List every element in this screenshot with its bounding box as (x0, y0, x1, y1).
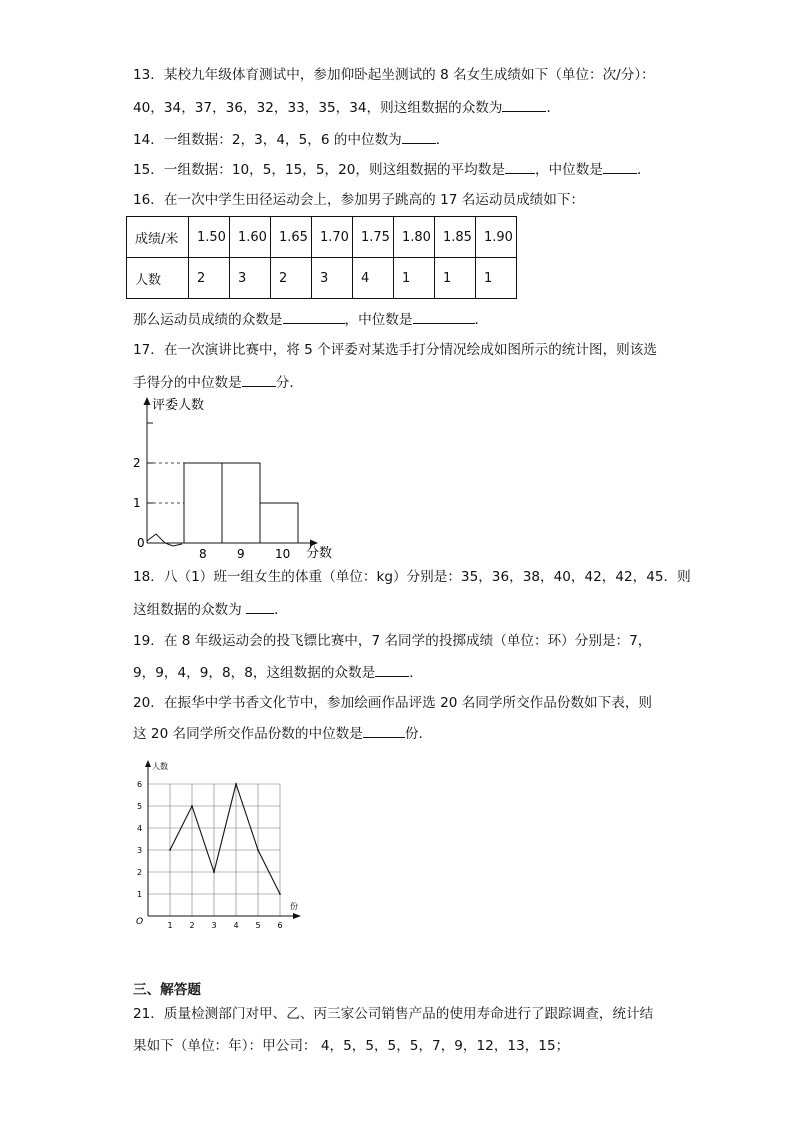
q18-text: 这组数据的众数为 (133, 602, 242, 618)
q17-line2 (133, 372, 303, 393)
x-tick-label: 1 (167, 921, 173, 930)
q16-after (133, 309, 488, 330)
table-cell: 1 (435, 258, 476, 299)
table-cell: 1.90 (476, 217, 517, 258)
table-cell: 1.65 (271, 217, 312, 258)
q19-end: ． (409, 665, 423, 681)
table-cell: 1.75 (353, 217, 394, 258)
table-cell: 1.80 (394, 217, 435, 258)
table-cell: 2 (189, 258, 230, 299)
q14-answer-blank[interactable] (402, 129, 436, 144)
x-tick-label: 5 (255, 921, 261, 930)
q18-line1: 18．八（1）班一组女生的体重（单位：kg）分别是：35，36，38，40，42，42，45．则 (133, 569, 691, 585)
q21-line2: 果如下（单位：年）：甲公司： 4，5，5，5，5，7，9，12，13，15； (133, 1038, 570, 1054)
y-tick-label: 6 (137, 780, 143, 789)
q20-line-chart (130, 755, 310, 935)
q16-text: 那么运动员成绩的众数是 (133, 312, 283, 328)
q16-intro: 16．在一次中学生田径运动会上，参加男子跳高的 17 名运动员成绩如下： (133, 192, 585, 208)
q14-end: ． (435, 132, 450, 148)
q20-answer-blank[interactable] (363, 723, 405, 738)
x-tick-label: 10 (275, 547, 291, 561)
q20-line1: 20．在振华中学书香文化节中，参加绘画作品评选 20 名同学所交作品份数如下表，则 (133, 695, 653, 711)
table-cell: 1.70 (312, 217, 353, 258)
y-axis-label: 人数 (152, 762, 168, 771)
q19-answer-blank[interactable] (375, 662, 409, 677)
data-point (213, 871, 215, 873)
bar (260, 503, 298, 543)
q17-end: 分． (275, 375, 303, 391)
origin-label: O (136, 917, 144, 927)
x-tick-label: 4 (233, 921, 239, 930)
y-axis-arrow (144, 397, 151, 405)
q14-text: 14．一组数据：2，3，4，5，6 的中位数为 (133, 132, 402, 148)
bar (222, 463, 260, 543)
q18-answer-blank[interactable] (246, 599, 274, 614)
table-cell: 1.85 (435, 217, 476, 258)
x-tick-label: 3 (211, 921, 217, 930)
data-point (235, 783, 237, 785)
y-tick-label: 1 (133, 496, 141, 510)
axis-break-zigzag (147, 534, 182, 546)
origin-label: 0 (137, 536, 145, 550)
q20-text: 这 20 名同学所交作品份数的中位数是 (133, 726, 363, 742)
q14-line (133, 129, 449, 150)
q18-end: ． (274, 602, 288, 618)
q13-line2 (133, 97, 560, 118)
table-row (127, 258, 517, 299)
table-cell: 4 (353, 258, 394, 299)
table-cell: 1 (476, 258, 517, 299)
table-cell: 2 (271, 258, 312, 299)
q17-text: 手得分的中位数是 (133, 375, 242, 391)
q16-median-blank[interactable] (413, 309, 475, 324)
y-tick-label: 2 (133, 456, 141, 470)
data-point (257, 849, 259, 851)
series-line (170, 784, 280, 894)
q16-mid: ，中位数是 (344, 312, 413, 328)
table-row-header: 成绩/米 (127, 217, 189, 258)
y-tick-label: 3 (137, 846, 143, 855)
y-tick-label: 2 (137, 868, 143, 877)
q19-text: 9，9，4，9，8，8，这组数据的众数是 (133, 665, 376, 681)
x-tick-label: 6 (277, 921, 283, 930)
y-axis-arrow (145, 760, 151, 767)
table-row-header: 人数 (127, 258, 189, 299)
q18-line2 (133, 599, 288, 620)
y-axis-label: 评委人数 (152, 398, 205, 413)
q15-line (133, 159, 651, 180)
q15-text: 15．一组数据：10，5，15，5，20，则这组数据的平均数是 (133, 162, 505, 178)
q17-answer-blank[interactable] (242, 372, 276, 387)
y-tick-label: 5 (137, 802, 143, 811)
q16-score-table (126, 216, 517, 299)
q13-text: 40，34，37，36，32，33，35，34，则这组数据的众数为 (133, 100, 503, 116)
data-point (279, 893, 281, 895)
y-tick-label: 1 (137, 890, 143, 899)
q17-bar-chart (130, 393, 350, 563)
q13-answer-blank[interactable] (502, 97, 546, 112)
q13-line1: 13．某校九年级体育测试中，参加仰卧起坐测试的 8 名女生成绩如下（单位：次/分）： (133, 67, 655, 83)
q13-end: ． (546, 100, 561, 116)
x-axis-arrow (293, 913, 301, 919)
section-title: 三、解答题 (133, 982, 201, 998)
q15-median-blank[interactable] (603, 159, 637, 174)
table-row (127, 217, 517, 258)
table-cell: 3 (230, 258, 271, 299)
table-cell: 1 (394, 258, 435, 299)
q15-end: ． (636, 162, 651, 178)
q19-line2 (133, 662, 423, 683)
q16-end: ． (474, 312, 489, 328)
q15-mid: ，中位数是 (534, 162, 603, 178)
q15-mean-blank[interactable] (505, 159, 535, 174)
x-tick-label: 2 (189, 921, 195, 930)
table-cell: 1.60 (230, 217, 271, 258)
x-axis-label: 份 (290, 902, 298, 911)
q21-line1: 21．质量检测部门对甲、乙、丙三家公司销售产品的使用寿命进行了跟踪调查，统计结 (133, 1006, 654, 1022)
x-tick-label: 8 (199, 547, 207, 561)
q16-mode-blank[interactable] (283, 309, 345, 324)
bar (184, 463, 222, 543)
q20-line2 (133, 723, 423, 744)
data-point (169, 849, 171, 851)
q20-end: 份. (404, 726, 423, 742)
table-cell: 3 (312, 258, 353, 299)
data-point (191, 805, 193, 807)
q17-line1: 17．在一次演讲比赛中，将 5 个评委对某选手打分情况绘成如图所示的统计图，则该选 (133, 342, 657, 358)
table-cell: 1.50 (189, 217, 230, 258)
x-axis-label: 分数 (306, 546, 333, 561)
y-tick-label: 4 (137, 824, 143, 833)
q19-line1: 19．在 8 年级运动会的投飞镖比赛中，7 名同学的投掷成绩（单位：环）分别是：7， (133, 633, 652, 649)
x-tick-label: 9 (237, 547, 245, 561)
